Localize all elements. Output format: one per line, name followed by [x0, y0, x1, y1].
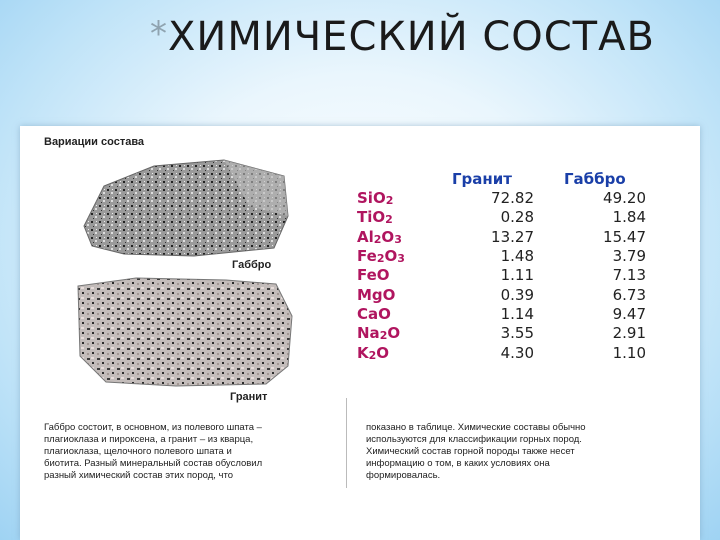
- oxide-na2o: [357, 324, 400, 343]
- text-line: Габбро состоит, в основном, из полевого шпата –: [44, 422, 262, 433]
- granite-value: 4.30: [500, 344, 534, 362]
- formula-part: O: [372, 189, 386, 207]
- gabbro-value: 2.91: [612, 324, 646, 342]
- gabbro-value: 3.79: [612, 247, 646, 265]
- formula-subscript: 2: [385, 194, 394, 207]
- gabbro-value: 6.73: [612, 286, 646, 304]
- formula-subscript: 2: [368, 349, 377, 362]
- formula-part: MgO: [357, 286, 396, 304]
- title-text: ХИМИЧЕСКИЙ СОСТАВ: [168, 14, 655, 60]
- text-line: формировалась.: [366, 470, 441, 481]
- oxide-cao: [357, 305, 391, 324]
- title-bullet: *: [150, 14, 168, 54]
- gabbro-value: 1.10: [612, 344, 646, 362]
- formula-part: Na: [357, 324, 380, 342]
- text-divider: [346, 398, 347, 488]
- formula-part: Fe: [357, 247, 377, 265]
- granite-value: 0.39: [500, 286, 534, 304]
- column-header-granite: Гранит: [452, 170, 512, 188]
- granite-value: 1.48: [500, 247, 534, 265]
- text-line: разный химический состав этих пород, что: [44, 470, 233, 481]
- formula-part: O: [372, 208, 386, 226]
- gabbro-value: 7.13: [612, 266, 646, 284]
- granite-value: 72.82: [491, 189, 534, 207]
- oxide-feo: [357, 266, 390, 285]
- content-panel: [20, 126, 700, 540]
- oxide-k2o: [357, 344, 389, 363]
- gabbro-value: 15.47: [603, 228, 646, 246]
- gabbro-rock-photo: [74, 156, 292, 258]
- oxide-sio2: [357, 189, 393, 208]
- oxide-tio2: [357, 208, 393, 227]
- formula-part: O: [384, 247, 398, 265]
- granite-value: 3.55: [500, 324, 534, 342]
- granite-value: 1.11: [500, 266, 534, 284]
- formula-subscript: 2: [373, 233, 382, 246]
- panel-header: Вариации состава: [44, 136, 145, 148]
- formula-subscript: 3: [397, 252, 405, 265]
- description-left: [44, 422, 344, 482]
- slide-title: [150, 14, 710, 60]
- formula-part: Al: [357, 228, 374, 246]
- column-header-gabbro: Габбро: [564, 170, 626, 188]
- text-line: информацию о том, в каких условиях она: [366, 458, 550, 469]
- formula-part: Si: [357, 189, 373, 207]
- granite-rock-photo: [76, 276, 294, 388]
- text-line: Химический состав горной породы также несет: [366, 446, 575, 457]
- formula-subscript: 2: [376, 252, 385, 265]
- formula-part: O: [376, 344, 390, 362]
- formula-part: O: [387, 324, 401, 342]
- formula-part: CaO: [357, 305, 391, 323]
- text-line: плагиоклаза и пироксена, а гранит – из кварца,: [44, 434, 254, 445]
- formula-subscript: 3: [394, 233, 402, 246]
- text-line: плагиоклаза, щелочного полевого шпата и: [44, 446, 232, 457]
- text-line: используются для классификации горных пород.: [366, 434, 582, 445]
- formula-part: Ti: [357, 208, 373, 226]
- text-line: биотита. Разный минеральный состав обусловил: [44, 458, 263, 469]
- formula-part: O: [381, 228, 395, 246]
- granite-value: 13.27: [491, 228, 534, 246]
- formula-part: K: [357, 344, 369, 362]
- oxide-mgo: [357, 286, 395, 305]
- text-line: показано в таблице. Химические составы обычно: [366, 422, 586, 433]
- gabbro-value: 1.84: [612, 208, 646, 226]
- description-right: [366, 422, 686, 482]
- oxide-fe2o3: [357, 247, 405, 266]
- gabbro-label: Габбро: [232, 259, 272, 271]
- gabbro-value: 9.47: [612, 305, 646, 323]
- formula-subscript: 2: [379, 329, 388, 342]
- formula-subscript: 2: [385, 213, 393, 226]
- granite-value: 0.28: [500, 208, 534, 226]
- granite-label: Гранит: [230, 391, 268, 403]
- formula-part: FeO: [357, 266, 390, 284]
- granite-value: 1.14: [500, 305, 534, 323]
- gabbro-value: 49.20: [603, 189, 646, 207]
- oxide-al2o3: [357, 228, 402, 247]
